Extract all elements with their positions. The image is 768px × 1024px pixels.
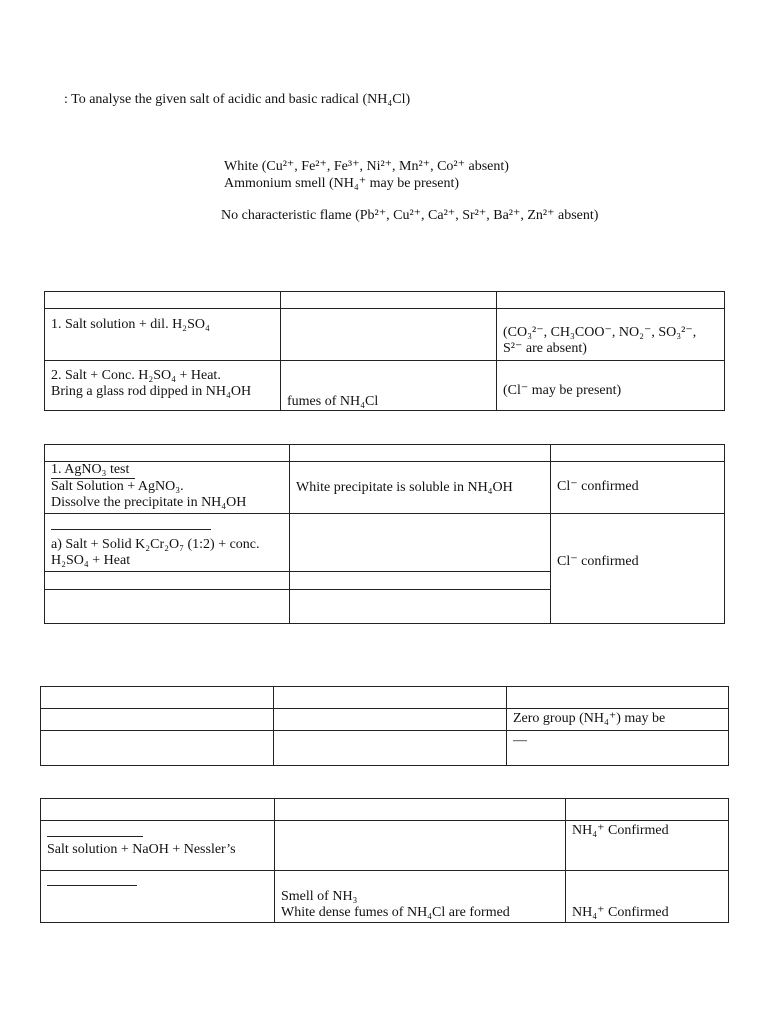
flame-observation: No characteristic flame (Pb²⁺, Cu²⁺, Ca²⁺, Sr²⁺, Ba²⁺, Zn²⁺ absent) [221, 208, 599, 223]
table2-row1-inference [551, 462, 725, 514]
table2-row1-observation-text: White precipitate is soluble in NH₄OH [296, 479, 513, 495]
table4-row2-observation-line1: Smell of NH₃ [281, 889, 358, 904]
table3-row1-observation [274, 709, 507, 731]
table3-row2-inference [507, 731, 729, 766]
table1-row1-inference [497, 309, 725, 361]
table2-row4-experiment [45, 590, 290, 624]
table2-row2-experiment-line1: a) Salt + Solid K₂Cr₂O₇ (1:2) + conc. [51, 537, 260, 552]
header-cell-inference [566, 799, 729, 821]
header-cell-observation [274, 687, 507, 709]
table1-row1-inference-line1: (CO₃²⁻, CH₃COO⁻, NO₂⁻, SO₃²⁻, [503, 325, 697, 340]
table3-row2-observation [274, 731, 507, 766]
header-cell-observation [275, 799, 566, 821]
header-cell-experiment [45, 445, 290, 462]
table1-row1-experiment [45, 309, 281, 361]
table3-row1-inference-text: Zero group (NH₄⁺) may be [513, 711, 666, 726]
table4-row1-inference [566, 821, 729, 871]
table1-row2-inference [497, 361, 725, 411]
aim-text: : To analyse the given salt of acidic and basic radical (NH₄Cl) [64, 92, 411, 107]
table2-row1-experiment-line2: Salt Solution + AgNO₃. [51, 479, 184, 494]
table2-row1-observation [290, 462, 551, 514]
header-cell-observation [281, 292, 497, 309]
color-observation: White (Cu²⁺, Fe²⁺, Fe³⁺, Ni²⁺, Mn²⁺, Co²⁺ absent) [224, 159, 509, 174]
table4-row2-heading-rule [47, 871, 137, 886]
header-cell-experiment [41, 799, 275, 821]
table4-row2-experiment [41, 871, 275, 923]
table2-row4-observation [290, 590, 551, 624]
table2-row1-inference-text: Cl⁻ confirmed [557, 479, 639, 494]
table4-row1-inference-text: NH₄⁺ Confirmed [572, 823, 669, 838]
table1-row2-observation-text: fumes of NH₄Cl [287, 394, 379, 409]
table2-row3-observation [290, 572, 551, 590]
table1-row2-experiment-line2: Bring a glass rod dipped in NH₄OH [51, 384, 252, 399]
table1-row2-observation [281, 361, 497, 411]
table2-row1-experiment [45, 462, 290, 514]
table4-row2-observation [275, 871, 566, 923]
table2-row2-observation [290, 514, 551, 572]
table4-row2-inference [566, 871, 729, 923]
acid-radical-preliminary-table [44, 291, 725, 411]
table2-row2-experiment-line2: H₂SO₄ + Heat [51, 553, 131, 568]
table4-row2-observation-line2: White dense fumes of NH₄Cl are formed [281, 905, 510, 920]
table1-row2-inference-text: (Cl⁻ may be present) [503, 383, 622, 398]
header-cell-inference [507, 687, 729, 709]
table3-row1-experiment [41, 709, 274, 731]
chloride-confirmatory-table [44, 444, 725, 624]
table1-row2-experiment-line1: 2. Salt + Conc. H₂SO₄ + Heat. [51, 368, 221, 383]
table4-row1-experiment [41, 821, 275, 871]
table1-row1-observation [281, 309, 497, 361]
table3-row1-inference [507, 709, 729, 731]
table1-row1-inference-line2: S²⁻ are absent) [503, 341, 587, 356]
table3-row2-experiment [41, 731, 274, 766]
ammonium-confirmatory-table [40, 798, 729, 923]
table2-row2-heading-rule [51, 515, 211, 530]
header-cell-experiment [45, 292, 281, 309]
table1-row2-experiment [45, 361, 281, 411]
table2-row2-inference-text: Cl⁻ confirmed [557, 554, 639, 569]
table4-row1-heading-rule [47, 822, 143, 837]
basic-radical-preliminary-table [40, 686, 729, 766]
header-cell-inference [551, 445, 725, 462]
table4-row1-observation [275, 821, 566, 871]
table2-row1-experiment-line3: Dissolve the precipitate in NH₄OH [51, 495, 247, 510]
header-cell-inference [497, 292, 725, 309]
smell-observation: Ammonium smell (NH₄⁺ may be present) [224, 176, 460, 191]
table2-row3-experiment [45, 572, 290, 590]
table3-row2-inference-text: — [513, 733, 527, 748]
header-cell-observation [290, 445, 551, 462]
table2-row2-experiment [45, 514, 290, 572]
header-cell-experiment [41, 687, 274, 709]
table2-row1-experiment-title: 1. AgNO₃ test [51, 462, 283, 479]
table4-row1-experiment-text: Salt solution + NaOH + Nessler’s [47, 842, 236, 857]
table2-row2-inference [551, 514, 725, 624]
table4-row2-inference-text: NH₄⁺ Confirmed [572, 905, 669, 920]
table1-row1-experiment-text: 1. Salt solution + dil. H₂SO₄ [51, 317, 210, 332]
